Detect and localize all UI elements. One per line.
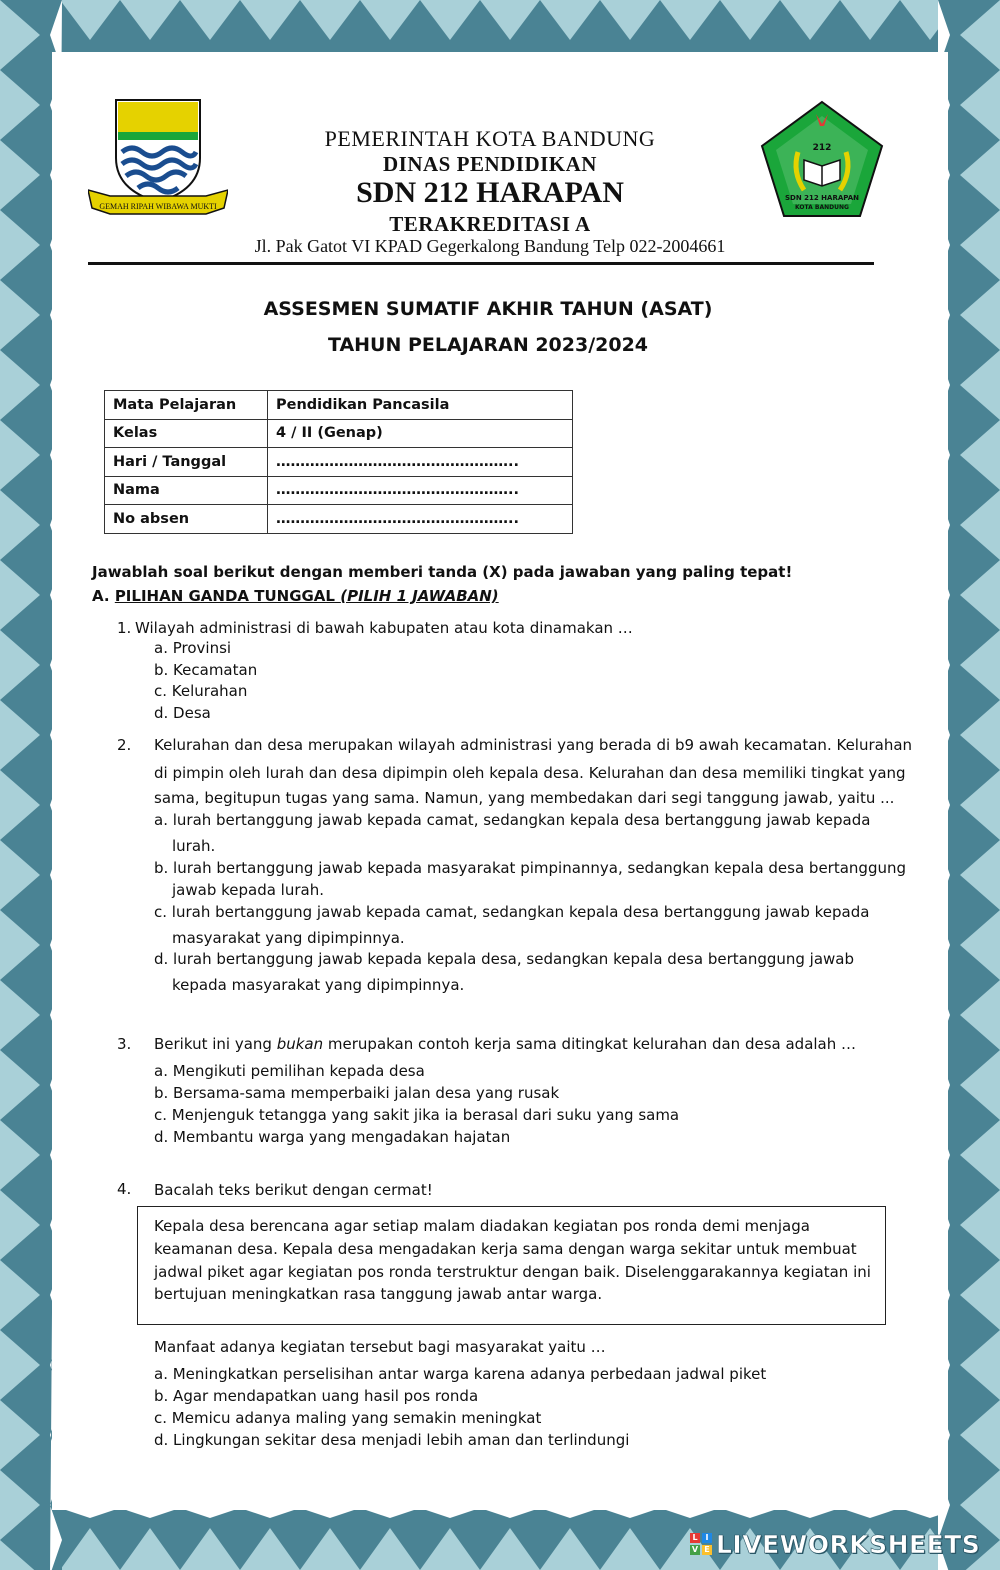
answer-option[interactable]: c. lurah bertanggung jawab kepada camat, sedangkan kepala desa bertanggung jawab kepada [154, 903, 870, 921]
exam-title: ASSESMEN SUMATIF AKHIR TAHUN (ASAT) [263, 298, 713, 320]
school-logo-city: KOTA BANDUNG [795, 204, 849, 211]
table-row [105, 505, 573, 534]
exam-year: TAHUN PELAJARAN 2023/2024 [327, 334, 649, 356]
answer-option-continued[interactable]: lurah. [172, 837, 216, 855]
section-prefix: A. [92, 587, 115, 605]
identity-label: Nama [105, 476, 268, 505]
student-identity-table [104, 390, 573, 534]
watermark-text: LIVEWORKSHEETS [716, 1529, 981, 1559]
question-prompt: Manfaat adanya kegiatan tersebut bagi masyarakat yaitu … [154, 1338, 606, 1356]
school-logo-name: SDN 212 HARAPAN [784, 194, 860, 202]
table-row [105, 391, 573, 420]
identity-label: Kelas [105, 419, 268, 448]
question-text: Berikut ini yang bukan merupakan contoh kerja sama ditingkat kelurahan dan desa adalah … [154, 1035, 857, 1053]
answer-option[interactable]: d. Lingkungan sekitar desa menjadi lebih aman dan terlindungi [154, 1431, 630, 1449]
identity-label: Mata Pelajaran [105, 391, 268, 420]
passage-line: jadwal piket agar kegiatan pos ronda terstruktur dengan baik. Diselenggarakannya kegiatan ini [154, 1263, 871, 1281]
emphasis-word: bukan [276, 1035, 324, 1053]
answer-option[interactable]: d. Desa [154, 704, 211, 722]
liveworksheets-watermark [690, 1524, 990, 1564]
answer-option[interactable]: c. Memicu adanya maling yang semakin meningkat [154, 1409, 542, 1427]
answer-option[interactable]: b. Kecamatan [154, 661, 258, 679]
answer-option[interactable]: d. lurah bertanggung jawab kepada kepala desa, sedangkan kepala desa bertanggung jawab [154, 950, 855, 968]
letterhead-government: PEMERINTAH KOTA BANDUNG [324, 126, 656, 151]
date-field[interactable]: ………………………………………….. [268, 448, 573, 477]
question-text-line: Kelurahan dan desa merupakan wilayah administrasi yang berada di b9 awah kecamatan. Kelurahan [154, 736, 913, 754]
table-row [105, 419, 573, 448]
answer-option[interactable]: b. Bersama-sama memperbaiki jalan desa yang rusak [154, 1084, 560, 1102]
identity-label: No absen [105, 505, 268, 534]
name-field[interactable]: ………………………………………….. [268, 476, 573, 505]
answer-option[interactable]: c. Menjenguk tetangga yang sakit jika ia berasal dari suku yang sama [154, 1106, 680, 1124]
instructions: Jawablah soal berikut dengan memberi tanda (X) pada jawaban yang paling tepat! [92, 563, 793, 581]
section-heading [92, 585, 499, 607]
answer-option-continued[interactable]: jawab kepada lurah. [172, 881, 324, 899]
question-text: Wilayah administrasi di bawah kabupaten atau kota dinamakan … [135, 619, 633, 637]
question-number: 2. [117, 736, 132, 754]
emblem-motto: GEMAH RIPAH WIBAWA MUKTI [99, 202, 217, 211]
attendance-number-field[interactable]: ………………………………………….. [268, 505, 573, 534]
school-logo-number: 212 [812, 143, 832, 153]
question-number: 3. [117, 1035, 132, 1053]
question-text-line: di pimpin oleh lurah dan desa dipimpin oleh kepala desa. Kelurahan dan desa memiliki tingkat yang [154, 764, 906, 782]
section-title: PILIHAN GANDA TUNGGAL (PILIH 1 JAWABAN) [114, 587, 499, 605]
school-logo [760, 100, 884, 220]
answer-option[interactable]: b. Agar mendapatkan uang hasil pos ronda [154, 1387, 479, 1405]
question-text: Bacalah teks berikut dengan cermat! [154, 1181, 433, 1199]
letterhead-accreditation: TERAKREDITASI A [389, 212, 591, 236]
answer-option[interactable]: c. Kelurahan [154, 682, 248, 700]
answer-option[interactable]: a. lurah bertanggung jawab kepada camat, sedangkan kepala desa bertanggung jawab kepada [154, 811, 871, 829]
passage-line: keamanan desa. Kepala desa mengadakan kerja sama dengan warga sekitar untuk membuat [154, 1240, 857, 1258]
table-row [105, 476, 573, 505]
answer-option[interactable]: b. lurah bertanggung jawab kepada masyarakat pimpinannya, sedangkan kepala desa bertanggung [154, 859, 907, 877]
identity-value: 4 / II (Genap) [268, 419, 573, 448]
answer-option-continued[interactable]: masyarakat yang dipimpinnya. [172, 929, 405, 947]
answer-option[interactable]: a. Mengikuti pemilihan kepada desa [154, 1062, 425, 1080]
table-row [105, 448, 573, 477]
answer-option[interactable]: a. Meningkatkan perselisihan antar warga karena adanya perbedaan jadwal piket [154, 1365, 767, 1383]
answer-option[interactable]: a. Provinsi [154, 639, 232, 657]
letterhead-school-name: SDN 212 HARAPAN [356, 176, 624, 209]
question-number: 1. [117, 619, 132, 637]
liveworksheets-logo-icon: L I V E [690, 1533, 712, 1555]
question-number: 4. [117, 1180, 132, 1198]
passage-line: bertujuan meningkatkan rasa tanggung jawab antar warga. [154, 1285, 603, 1303]
bandung-city-emblem [88, 98, 228, 216]
section-note: (PILIH 1 JAWABAN) [340, 587, 499, 605]
identity-value: Pendidikan Pancasila [268, 391, 573, 420]
letterhead-address: Jl. Pak Gatot VI KPAD Gegerkalong Bandung Telp 022-2004661 [254, 236, 726, 256]
passage-line: Kepala desa berencana agar setiap malam diadakan kegiatan pos ronda demi menjaga [154, 1217, 810, 1235]
identity-label: Hari / Tanggal [105, 448, 268, 477]
letterhead-department: DINAS PENDIDIKAN [383, 152, 597, 176]
answer-option[interactable]: d. Membantu warga yang mengadakan hajatan [154, 1128, 511, 1146]
question-text-line: sama, begitupun tugas yang sama. Namun, yang membedakan dari segi tanggung jawab, yaitu ... [154, 789, 895, 807]
answer-option-continued[interactable]: kepada masyarakat yang dipimpinnya. [172, 976, 465, 994]
letterhead-divider [88, 262, 874, 265]
